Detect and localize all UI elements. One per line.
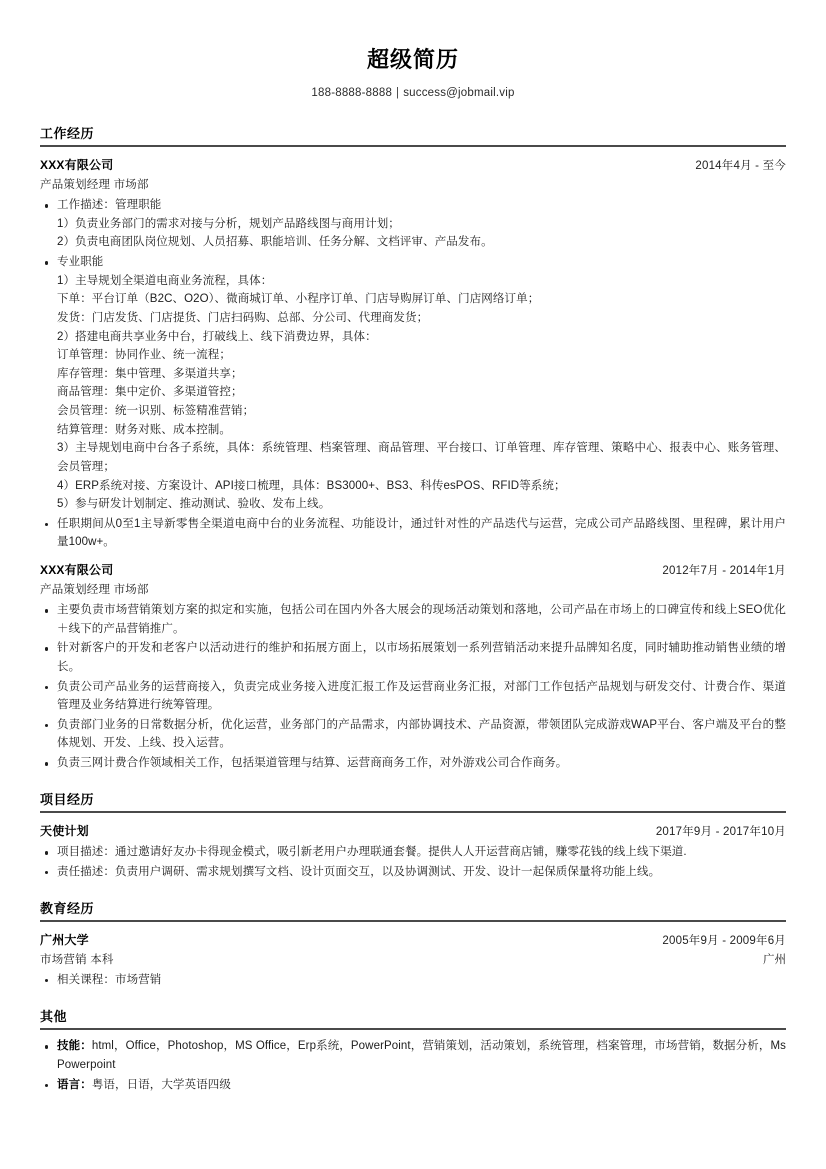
- skills-label: 技能：: [57, 1040, 92, 1053]
- other-list: [40, 1037, 786, 1094]
- education-bullet-list: [40, 971, 786, 990]
- skills-value: html，Office，Photoshop，MS Office，Erp系统，PowerPoint，营销策划，活动策划，系统管理，档案管理，市场营销，数据分析，Ms Powerpoint: [57, 1040, 786, 1071]
- project-entry-head: [40, 822, 786, 839]
- bullet-body: [57, 253, 786, 514]
- bullet-text: 责任描述：负责用户调研、需求规划撰写文档、设计页面交互，以及协调测试、开发、设计一起保质保量将功能上线。: [57, 865, 661, 878]
- company-name: XXX有限公司: [40, 158, 114, 173]
- employment-date: 2014年4月 - 至今: [695, 160, 786, 173]
- email-address: success@jobmail.vip: [403, 86, 515, 99]
- education-date: 2005年9月 - 2009年6月: [662, 935, 786, 948]
- employment-date: 2012年7月 - 2014年1月: [662, 565, 786, 578]
- project-entry: [40, 822, 786, 881]
- bullet-detail-line: 1）负责业务部门的需求对接与分析，规划产品路线图与商用计划；: [57, 217, 400, 230]
- education-entry-sub: [40, 951, 786, 967]
- work-entry-head: [40, 156, 786, 173]
- list-item: [40, 843, 786, 862]
- bullet-text: 任职期间从0至1主导新零售全渠道电商中台的业务流程、功能设计，通过针对性的产品迭代与运营，完成公司产品路线图、里程碑，累计用户量100w+。: [57, 517, 786, 549]
- bullet-text: 主要负责市场营销策划方案的拟定和实施，包括公司在国内外各大展会的现场活动策划和落地，公司产品在市场上的口碑宣传和线上SEO优化＋线下的产品营销推广。: [57, 604, 786, 635]
- project-date: 2017年9月 - 2017年10月: [655, 826, 786, 839]
- school-name: 广州大学: [40, 933, 89, 948]
- bullet-detail-line: 商品管理：集中定价、多渠道管控；: [57, 386, 243, 399]
- work-entry: [40, 561, 786, 773]
- contact-line: [40, 85, 786, 101]
- section-title-work: 工作经历: [40, 125, 786, 148]
- list-item: [40, 716, 786, 753]
- list-item: [40, 1037, 786, 1074]
- list-item: [40, 863, 786, 882]
- bullet-text: 负责公司产品业务的运营商接入，负责完成业务接入进度汇报工作及运营商业务汇报，对部门工作包括产品规划与研发交付、计费合作、渠道管理及业务结算进行统筹管理。: [57, 680, 786, 712]
- bullet-body: [57, 515, 786, 552]
- bullet-detail-line: 4）ERP系统对接、方案设计、API接口梳理，具体：BS3000+、BS3、科传esPOS、RFID等系统；: [57, 479, 566, 492]
- job-title: 产品策划经理 市场部: [40, 584, 149, 597]
- list-item: [40, 971, 786, 990]
- page-title: 超级简历: [366, 47, 459, 72]
- resume-header: [40, 38, 786, 107]
- bullet-detail-line: 订单管理：协同作业、统一流程；: [57, 349, 231, 362]
- bullet-detail-line: 会员管理：统一识别、标签精准营销；: [57, 405, 255, 418]
- major-degree: 市场营销 本科: [40, 954, 114, 967]
- education-location: 广州: [763, 954, 786, 967]
- bullet-text: 负责三网计费合作领域相关工作，包括渠道管理与结算、运营商商务工作，对外游戏公司合作商务。: [57, 757, 568, 770]
- section-work-experience: [40, 125, 786, 773]
- list-item: [40, 253, 786, 514]
- bullet-detail-line: 5）参与研发计划制定、推动测试、验收、发布上线。: [57, 498, 331, 511]
- bullet-detail-line: 结算管理：财务对账、成本控制。: [57, 423, 231, 436]
- section-title-project: 项目经历: [40, 791, 786, 814]
- languages-label: 语言：: [57, 1078, 92, 1091]
- bullet-detail-line: 2）搭建电商共享业务中台，打破线上、线下消费边界，具体：: [57, 330, 377, 343]
- bullet-text: 针对新客户的开发和老客户以活动进行的维护和拓展方面上，以市场拓展策划一系列营销活动来提升品牌知名度，同时辅助推动销售业绩的增长。: [57, 642, 786, 673]
- list-item: [40, 639, 786, 676]
- languages-value: 粤语，日语，大学英语四级: [91, 1078, 232, 1091]
- work-entry-head: [40, 561, 786, 578]
- section-title-education: 教育经历: [40, 900, 786, 923]
- bullet-text: 项目描述：通过邀请好友办卡得现金模式，吸引新老用户办理联通套餐。提供人人开运营商店铺，赚零花钱的线上线下渠道.: [57, 846, 687, 859]
- bullet-text: 负责部门业务的日常数据分析，优化运营，业务部门的产品需求，内部协调技术、产品资源，带领团队完成游戏WAP平台、客户端及平台的整体规划、开发、上线、投入运营。: [57, 718, 786, 750]
- bullet-detail-line: 3）主导规划电商中台各子系统，具体：系统管理、档案管理、商品管理、平台接口、订单管理、库存管理、策略中心、报表中心、账务管理、会员管理；: [57, 442, 786, 473]
- list-item: [40, 678, 786, 715]
- project-bullet-list: [40, 843, 786, 881]
- company-name: XXX有限公司: [40, 563, 114, 578]
- bullet-text: 相关课程：市场营销: [57, 974, 162, 987]
- list-item: [40, 1076, 786, 1095]
- contact-separator: |: [396, 86, 400, 99]
- work-entry: [40, 156, 786, 552]
- list-item: [40, 515, 786, 552]
- bullet-detail-line: 发货：门店发货、门店提货、门店扫码购、总部、分公司、代理商发货；: [57, 311, 429, 324]
- phone-number: 188-8888-8888: [311, 86, 393, 99]
- work-bullet-list: [40, 601, 786, 773]
- education-entry: [40, 931, 786, 990]
- work-entry-sub: [40, 581, 786, 597]
- section-education: [40, 900, 786, 990]
- education-entry-head: [40, 931, 786, 948]
- bullet-detail-line: 1）主导规划全渠道电商业务流程，具体：: [57, 274, 273, 287]
- section-project-experience: [40, 791, 786, 882]
- section-other: [40, 1008, 786, 1094]
- list-item: [40, 601, 786, 638]
- list-item: [40, 754, 786, 773]
- bullet-detail-line: 2）负责电商团队岗位规划、人员招募、职能培训、任务分解、文档评审、产品发布。: [57, 236, 493, 249]
- list-item: [40, 196, 786, 252]
- project-name: 天使计划: [40, 824, 89, 839]
- bullet-lead: 工作描述：管理职能: [57, 199, 162, 212]
- bullet-detail-line: 下单：平台订单（B2C、O2O）、微商城订单、小程序订单、门店导购屏订单、门店网络订单；: [57, 293, 540, 306]
- job-title: 产品策划经理 市场部: [40, 179, 149, 192]
- bullet-body: [57, 196, 786, 252]
- bullet-detail-line: 库存管理：集中管理、多渠道共享；: [57, 367, 243, 380]
- work-bullet-list: [40, 196, 786, 552]
- section-title-other: 其他: [40, 1008, 786, 1031]
- bullet-lead: 专业职能: [57, 256, 104, 269]
- work-entry-sub: [40, 176, 786, 192]
